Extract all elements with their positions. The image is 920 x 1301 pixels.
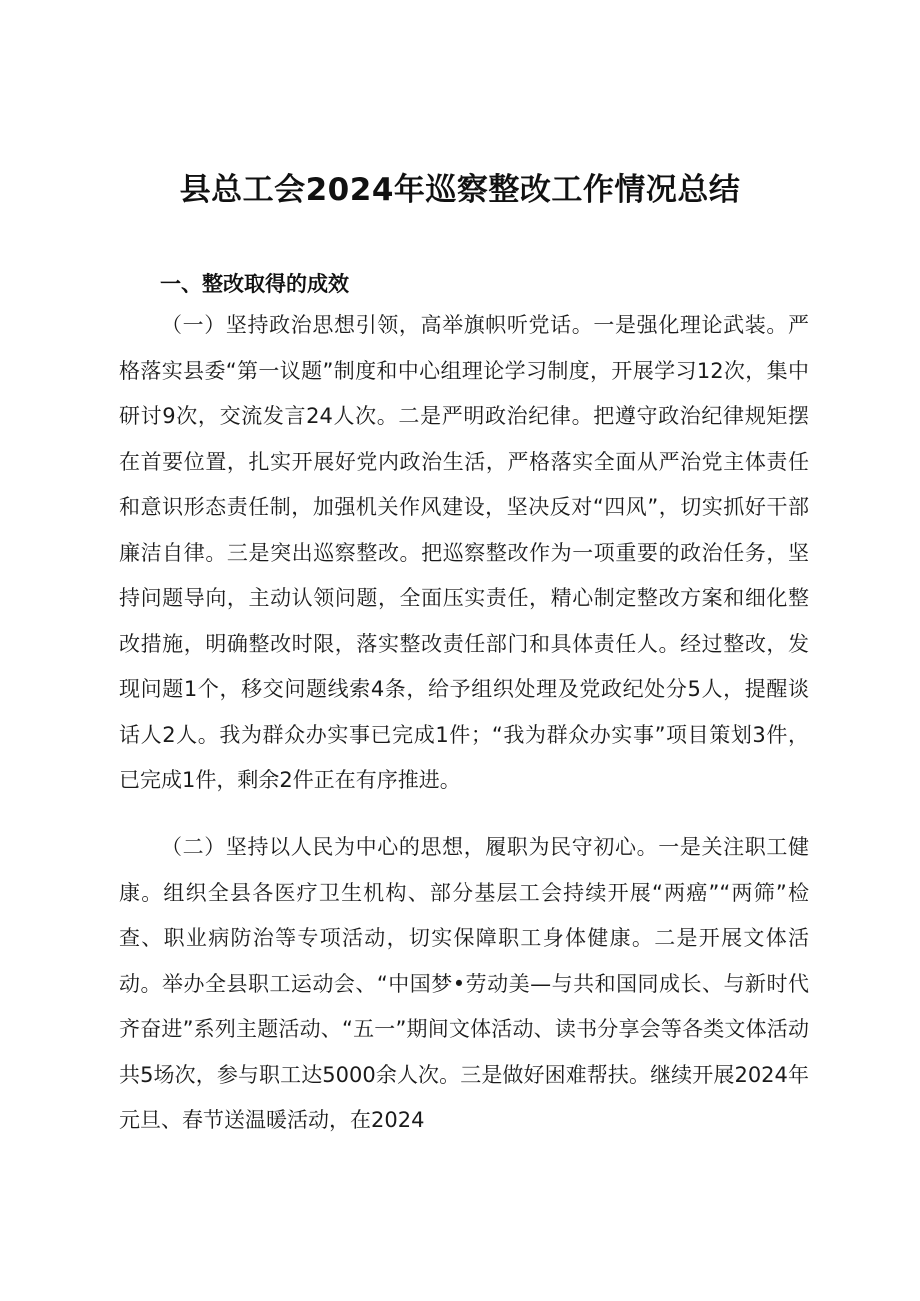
section-heading: 一、整改取得的成效 [160,272,349,296]
body-paragraph: （二）坚持以人民为中心的思想，履职为民守初心。一是关注职工健康。组织全县各医疗卫生机构、部分基层工会持续开展“两癌”“两筛”检查、职业病防治等专项活动，切实保障职工身体健康。二是开展文体活动。举办全县职工运动会、“中国梦•劳动美—与共和国同成长、与新时代齐奋进”系列主题活动、“五一”期间文体活动、读书分享会等各类文体活动共5场次，参与职工达5000余人次。三是做好困难帮扶。继续开展2024年元旦、春节送温暖活动，在2024 [119,835,809,1132]
body-paragraph: （一）坚持政治思想引领，高举旗帜听党话。一是强化理论武装。严格落实县委“第一议题”制度和中心组理论学习制度，开展学习12次，集中研讨9次，交流发言24人次。二是严明政治纪律。把遵守政治纪律规矩摆在首要位置，扎实开展好党内政治生活，严格落实全面从严治党主体责任和意识形态责任制，加强机关作风建设，坚决反对“四风”，切实抓好干部廉洁自律。三是突出巡察整改。把巡察整改作为一项重要的政治任务，坚持问题导向，主动认领问题，全面压实责任，精心制定整改方案和细化整改措施，明确整改时限，落实整改责任部门和具体责任人。经过整改，发现问题1个，移交问题线索4条，给予组织处理及党政纪处分5人，提醒谈话人2人。我为群众办实事已完成1件；“我为群众办实事”项目策划3件，已完成1件，剩余2件正在有序推进。 [119,313,809,792]
document-title: 县总工会2024年巡察整改工作情况总结 [179,172,741,208]
